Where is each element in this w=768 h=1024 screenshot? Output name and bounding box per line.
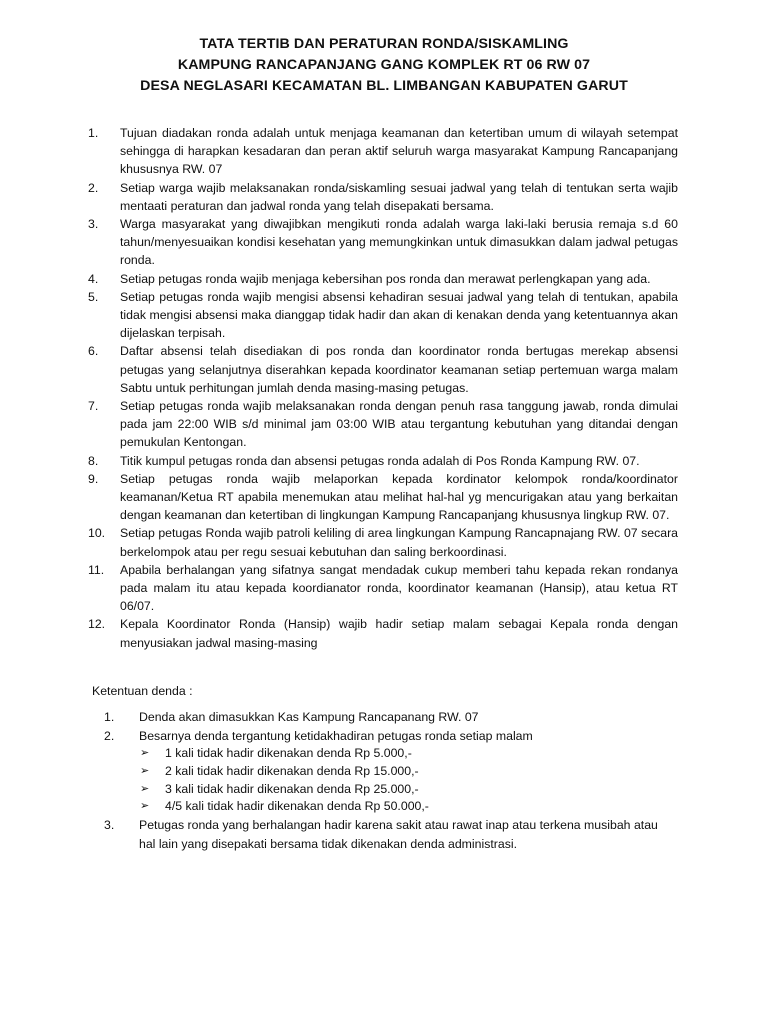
fine-text: Denda akan dimasukkan Kas Kampung Rancapanang RW. 07	[139, 710, 479, 724]
fine-item	[104, 727, 664, 817]
fine-amount-item	[140, 781, 664, 799]
rule-item	[88, 124, 678, 179]
fine-number: 2.	[104, 728, 115, 743]
rule-item	[88, 215, 678, 270]
rule-item	[88, 470, 678, 525]
rules-list	[88, 124, 678, 652]
rule-text: Titik kumpul petugas ronda dan absensi petugas ronda adalah di Pos Ronda Kampung RW. 07.	[120, 453, 640, 468]
rule-number: 11.	[88, 562, 105, 577]
rule-text: Setiap petugas ronda wajib mengisi absensi kehadiran sesuai jadwal yang telah di tentukan, apabila tidak mengisi absensi maka dianggap tidak hadir dan akan di kenakan denda yang ketentuannya akan dijelaskan terpisah.	[120, 289, 678, 341]
rule-text: Setiap petugas ronda wajib menjaga kebersihan pos ronda dan merawat perlengkapan yang ada.	[120, 271, 651, 286]
rule-text: Setiap petugas ronda wajib melaporkan kepada kordinator kelompok ronda/koordinator keamanan/Ketua RT apabila menemukan atau melihat hal-hal yg mencurigakan atau yang berkaitan dengan keamanan dan ketertiban di lingkungan Kampung Rancapanjang khususnya lingkup RW. 07.	[120, 471, 678, 523]
rule-item	[88, 288, 678, 343]
rule-number: 8.	[88, 453, 99, 468]
rule-number: 10.	[88, 526, 106, 541]
rule-item	[88, 615, 678, 651]
rule-number: 1.	[88, 126, 99, 140]
fine-amount-item	[140, 763, 664, 781]
rule-text: Warga masyarakat yang diwajibkan mengikuti ronda adalah warga laki-laki berusia remaja s.d 60 tahun/menyesuaikan kondisi kesehatan yang memungkinkan untuk dimasukkan dalam jadwal petugas ronda.	[120, 217, 678, 268]
rule-text: Tujuan diadakan ronda adalah untuk menjaga keamanan dan ketertiban umum di wilayah setempat sehingga di harapkan kesadaran dan peran aktif seluruh warga masyarakat Kampung Rancapanjang khususnya RW. 07	[120, 126, 678, 177]
rule-number: 2.	[88, 180, 99, 195]
fine-item	[104, 708, 664, 727]
rule-text: Apabila berhalangan yang sifatnya sangat mendadak cukup memberi tahu kepada rekan rondanya pada malam itu atau kepada koordianator ronda, koordinator keamanan (Hansip), atau ketua RT 06/07.	[120, 562, 678, 614]
rule-number: 5.	[88, 289, 99, 304]
rule-number: 4.	[88, 271, 99, 286]
fine-amount-text: 1 kali tidak hadir dikenakan denda Rp 5.000,-	[165, 746, 412, 760]
fine-text: Petugas ronda yang berhalangan hadir karena sakit atau rawat inap atau terkena musibah atau hal lain yang disepakati bersama tidak dikenakan denda administrasi.	[139, 818, 658, 851]
rule-text: Daftar absensi telah disediakan di pos ronda dan koordinator ronda bertugas merekap absensi petugas yang selanjutnya diserahkan kepada koordinator keamanan setiap pertemuan warga malam Sabtu untuk perhitungan jumlah denda masing-masing petugas.	[120, 344, 678, 395]
fine-item	[104, 816, 664, 853]
rule-item	[88, 452, 678, 470]
rule-text: Setiap petugas Ronda wajib patroli keliling di area lingkungan Kampung Rancapnajang RW. 07 secara berkelompok atau per regu sesuai kebutuhan dan saling berkoordinasi.	[120, 526, 678, 559]
document-title-line-3: DESA NEGLASARI KECAMATAN BL. LIMBANGAN KABUPATEN GARUT	[140, 78, 628, 94]
fines-list	[104, 708, 664, 853]
rule-text: Setiap warga wajib melaksanakan ronda/siskamling sesuai jadwal yang telah di tentukan serta wajib mentaati peraturan dan jadwal ronda yang telah disepakati bersama.	[120, 180, 678, 213]
rule-number: 9.	[88, 471, 99, 486]
rule-number: 6.	[88, 344, 99, 359]
fine-amount-item	[140, 745, 664, 763]
arrow-bullet-icon: ➢	[140, 764, 150, 777]
fines-heading: Ketentuan denda :	[92, 684, 193, 698]
document-title-line-2: KAMPUNG RANCAPANJANG GANG KOMPLEK RT 06 RW 07	[177, 57, 591, 73]
rule-item	[88, 179, 678, 215]
rule-item	[88, 524, 678, 560]
fine-amount-item	[140, 798, 664, 816]
fine-number: 3.	[104, 818, 115, 833]
fine-amount-list	[139, 745, 664, 816]
document-title-line-1: TATA TERTIB DAN PERATURAN RONDA/SISKAMLING	[199, 36, 569, 52]
rule-text: Kepala Koordinator Ronda (Hansip) wajib hadir setiap malam sebagai Kepala ronda dengan menyusiakan jadwal masing-masing	[120, 617, 678, 650]
arrow-bullet-icon: ➢	[140, 747, 150, 759]
rule-item	[88, 342, 678, 397]
rule-number: 3.	[88, 217, 99, 232]
rule-number: 7.	[88, 399, 99, 414]
rule-text: Setiap petugas ronda wajib melaksanakan ronda dengan penuh rasa tanggung jawab, ronda dimulai pada jam 22:00 WIB s/d minimal jam 03:00 WIB atau tergantung kebutuhan yang ditandai dengan pemukulan Kentongan.	[120, 399, 678, 450]
fine-amount-text: 4/5 kali tidak hadir dikenakan denda Rp 50.000,-	[165, 799, 429, 814]
fine-amount-text: 2 kali tidak hadir dikenakan denda Rp 15.000,-	[165, 763, 419, 778]
arrow-bullet-icon: ➢	[140, 800, 150, 813]
rule-item	[88, 270, 678, 288]
rule-item	[88, 397, 678, 452]
rule-item	[88, 561, 678, 616]
fine-number: 1.	[104, 710, 115, 724]
arrow-bullet-icon: ➢	[140, 782, 150, 795]
fine-text: Besarnya denda tergantung ketidakhadiran petugas ronda setiap malam	[139, 728, 533, 743]
rule-number: 12.	[88, 617, 106, 632]
fine-amount-text: 3 kali tidak hadir dikenakan denda Rp 25.000,-	[165, 781, 419, 796]
